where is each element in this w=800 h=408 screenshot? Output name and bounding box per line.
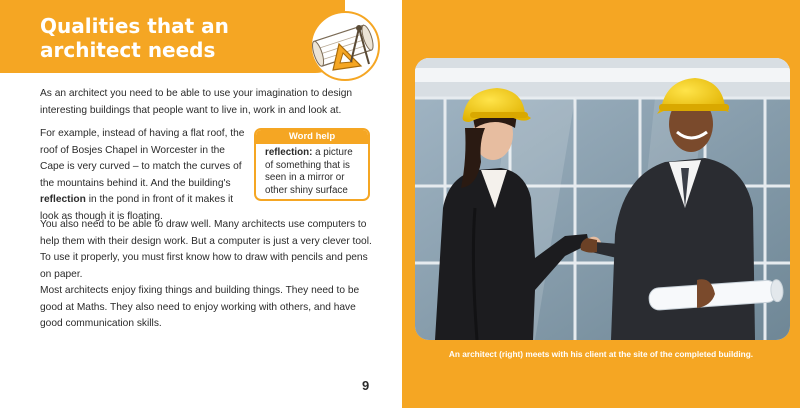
page-number: 9 — [362, 378, 370, 393]
word-help-title: Word help — [256, 130, 368, 144]
title-banner — [0, 0, 345, 73]
paragraph-example-text-end: in the pond in front of it makes it look as though it is floating. — [40, 194, 234, 222]
paragraph-intro: As an architect you need to be able to use your imagination to design interesting buildings that people want to live in, work in and look at. — [40, 88, 353, 116]
handshake-photo — [415, 58, 790, 340]
page-title-line-2: architect needs — [40, 38, 216, 62]
keyword-reflection: reflection — [40, 194, 86, 206]
word-help-definition-text: a picture of something that is seen in a mirror or other shiny surface — [265, 147, 353, 196]
paragraph-skills: Most architects enjoy fixing things and building things. They need to be good at Maths. They also need to enjoy working with others, and have good communication skills. — [40, 285, 360, 330]
photo-caption: An architect (right) meets with his client at the site of the completed building. — [448, 349, 754, 359]
word-help-definition — [256, 144, 368, 197]
paragraph-example-text-start: For example, instead of having a flat roof, the roof of Bosjes Chapel in Worcester in the Cape is very curved – to match the curves of the mountains behind it. And the building's — [40, 128, 245, 189]
paragraph-example — [40, 126, 252, 226]
paragraph-drawing: You also need to be able to draw well. Many architects use computers to help them with their design work. But a computer is just a very clever tool. To use it properly, you must first know how to draw with pencils and pens on paper. — [40, 219, 372, 280]
page-title-line-1: Qualities that an — [40, 14, 229, 38]
right-page — [402, 0, 800, 408]
drafting-tools-icon — [303, 10, 385, 84]
word-help-term: reflection: — [265, 147, 313, 158]
word-help-box — [254, 128, 370, 201]
